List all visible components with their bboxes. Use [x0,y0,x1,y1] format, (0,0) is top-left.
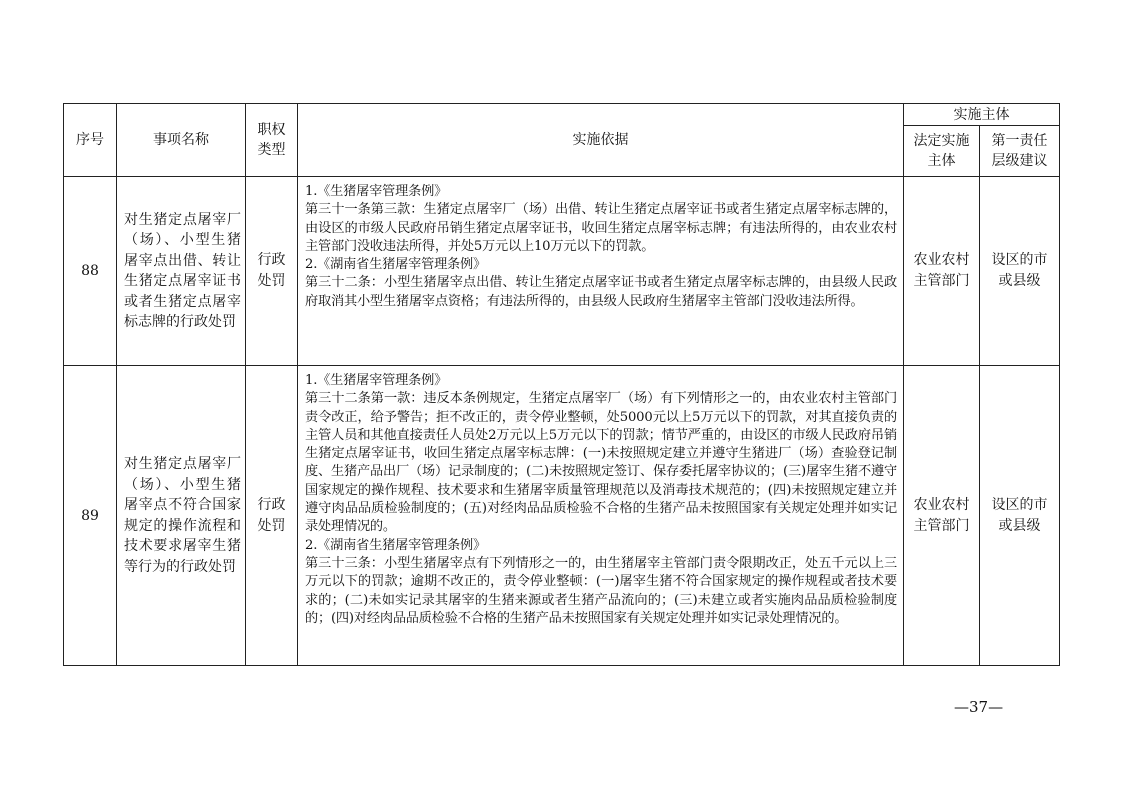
row-legal-subject: 农业农村主管部门 [904,366,980,666]
row-seq: 88 [64,177,117,366]
basis-paragraph: 第三十一条第三款：生猪定点屠宰厂（场）出借、转让生猪定点屠宰证书或者生猪定点屠宰标志牌的，由设区的市级人民政府吊销生猪定点屠宰证书，收回生猪定点屠宰标志牌；有违法所得的，由农业农村主管部门没收违法所得，并处5万元以上10万元以下的罚款。 [305,202,897,254]
header-authority-type: 职权类型 [246,104,298,177]
row-seq: 89 [64,366,117,666]
basis-paragraph: 第三十二条：小型生猪屠宰点出借、转让生猪定点屠宰证书或者生猪定点屠宰标志牌的，由县级人民政府取消其小型生猪屠宰点资格；有违法所得的，由县级人民政府生猪屠宰主管部门没收违法所得。 [305,275,897,309]
basis-paragraph: 2.《湖南省生猪屠宰管理条例》 [305,257,487,273]
row-basis [298,177,904,366]
page-number: —37— [954,698,1004,716]
table-row [64,366,1060,666]
basis-paragraph: 1.《生猪屠宰管理条例》 [305,184,448,199]
table-row [64,177,1060,366]
header-basis: 实施依据 [298,104,904,177]
row-authority-type: 行政处罚 [246,177,298,366]
header-legal-subject: 法定实施主体 [904,126,980,177]
header-first-level: 第一责任层级建议 [980,126,1060,177]
row-legal-subject: 农业农村主管部门 [904,177,980,366]
header-row-top [64,104,1060,126]
header-seq: 序号 [64,104,117,177]
authority-list-table [63,103,1060,666]
document-sheet [63,103,1059,666]
basis-paragraph: 2.《湖南省生猪屠宰管理条例》 [305,537,487,553]
basis-paragraph: 1.《生猪屠宰管理条例》 [305,373,448,388]
row-item-name: 对生猪定点屠宰厂（场）、小型生猪屠宰点不符合国家规定的操作流程和技术要求屠宰生猪等行为的行政处罚 [117,366,246,666]
basis-paragraph: 第三十三条：小型生猪屠宰点有下列情形之一的，由生猪屠宰主管部门责令限期改正，处五千元以上三万元以下的罚款；逾期不改正的，责令停业整顿：(一)屠宰生猪不符合国家规定的操作规程或者技术要求的；(二)未如实记录其屠宰的生猪来源或者生猪产品流向的；(三)未建立或者实施肉品品质检验制度的；(四)对经肉品品质检验不合格的生猪产品未按照国家有关规定处理并如实记录处理情况的。 [305,555,897,626]
row-first-level: 设区的市或县级 [980,177,1060,366]
row-basis [298,366,904,666]
row-first-level: 设区的市或县级 [980,366,1060,666]
basis-paragraph: 第三十二条第一款：违反本条例规定，生猪定点屠宰厂（场）有下列情形之一的，由农业农村主管部门责令改正，给予警告；拒不改正的，责令停业整顿，处5000元以上5万元以下的罚款，对其直接负责的主管人员和其他直接责任人员处2万元以上5万元以下的罚款；情节严重的，由设区的市级人民政府吊销生猪定点屠宰证书，收回生猪定点屠宰标志牌：(一)未按照规定建立并遵守生猪进厂（场）查验登记制度、生猪产品出厂（场）记录制度的；(二)未按照规定签订、保存委托屠宰协议的；(三)屠宰生猪不遵守国家规定的操作规程、技术要求和生猪屠宰质量管理规范以及消毒技术规范的；(四)未按照规定建立并遵守肉品品质检验制度的；(五)对经肉品品质检验不合格的生猪产品未按照国家有关规定处理并如实记录处理情况的。 [305,391,897,535]
header-item-name: 事项名称 [117,104,246,177]
row-authority-type: 行政处罚 [246,366,298,666]
row-item-name: 对生猪定点屠宰厂（场）、小型生猪屠宰点出借、转让生猪定点屠宰证书或者生猪定点屠宰标志牌的行政处罚 [117,177,246,366]
header-subject-group: 实施主体 [904,104,1060,126]
